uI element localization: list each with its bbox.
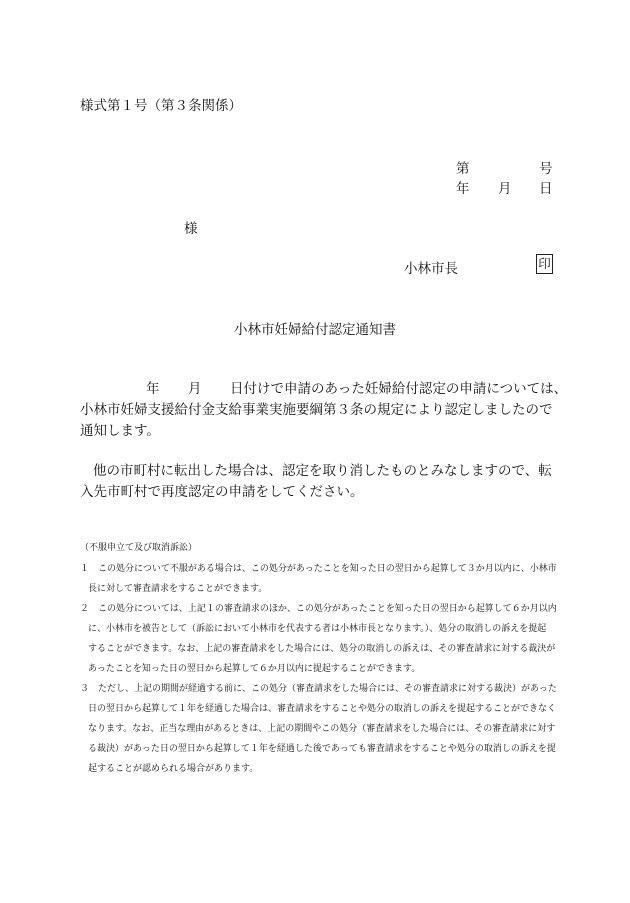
note-line: ３ ただし、上記の期間が経過する前に、この処分（審査請求をした場合には、その審査請求に対する裁決）があった [80, 684, 557, 694]
body-p1-line3: 通知します。 [80, 423, 160, 439]
addressee-suffix: 様 [184, 221, 198, 237]
date-month: 月 [498, 181, 512, 197]
note-line: ２ この処分については、上記１の審査請求のほか、この処分があったことを知った日の翌日から起算して６か月以内 [80, 604, 557, 614]
note-line: １ この処分について不服がある場合は、この処分があったことを知った日の翌日から起算して３か月以内に、小林市 [80, 564, 557, 574]
note-line: することができます。なお、上記の審査請求をした場合には、処分の取消しの訴えは、その審査請求に対する裁決が [88, 644, 556, 654]
note-line: 起することが認められる場合があります。 [88, 764, 259, 774]
note-line: 長に対して審査請求をすることができます。 [88, 584, 268, 594]
notes-heading: （不服申立て及び取消訴訟） [80, 543, 198, 553]
date-year: 年 [456, 181, 470, 197]
body-p1-line2: 小林市妊婦支援給付金支給事業実施要綱第３条の規定により認定しましたので [80, 402, 553, 418]
issuer-name: 小林市長 [404, 261, 458, 277]
note-line: あったことを知った日の翌日から起算して６か月以内に提起することができます。 [88, 664, 421, 674]
body-p2-line1: 他の市町村に転出した場合は、認定を取り消したものとみなしますので、転 [93, 463, 552, 479]
note-line: る裁決）があった日の翌日から起算して１年を経過した後であっても審査請求をすることや処分の取消しの訴えを提 [88, 744, 556, 754]
note-line: なります。なお、正当な理由があるときは、上記の期間やこの処分（審査請求をした場合には、その審査請求に対す [88, 724, 556, 734]
body-p1-month: 月 [188, 381, 202, 397]
document-title: 小林市妊婦給付認定通知書 [234, 322, 396, 338]
number-go: 号 [539, 161, 553, 177]
note-line: に、小林市を被告として（訴訟において小林市を代表する者は小林市長となります。）、処分の取消しの訴えを提起 [88, 624, 547, 634]
number-dai: 第 [456, 161, 470, 177]
form-number: 様式第１号（第３条関係） [80, 98, 242, 114]
body-p1-line1: 日付けで申請のあった妊婦給付認定の申請については、 [230, 381, 568, 397]
body-p2-line2: 入先市町村で再度認定の申請をしてください。 [80, 484, 364, 500]
seal-box: 印 [536, 254, 553, 274]
date-day: 日 [539, 181, 553, 197]
body-p1-year: 年 [146, 381, 160, 397]
note-line: 日の翌日から起算して１年を経過した場合は、審査請求をすることや処分の取消しの訴えを提起することができなく [88, 704, 557, 714]
